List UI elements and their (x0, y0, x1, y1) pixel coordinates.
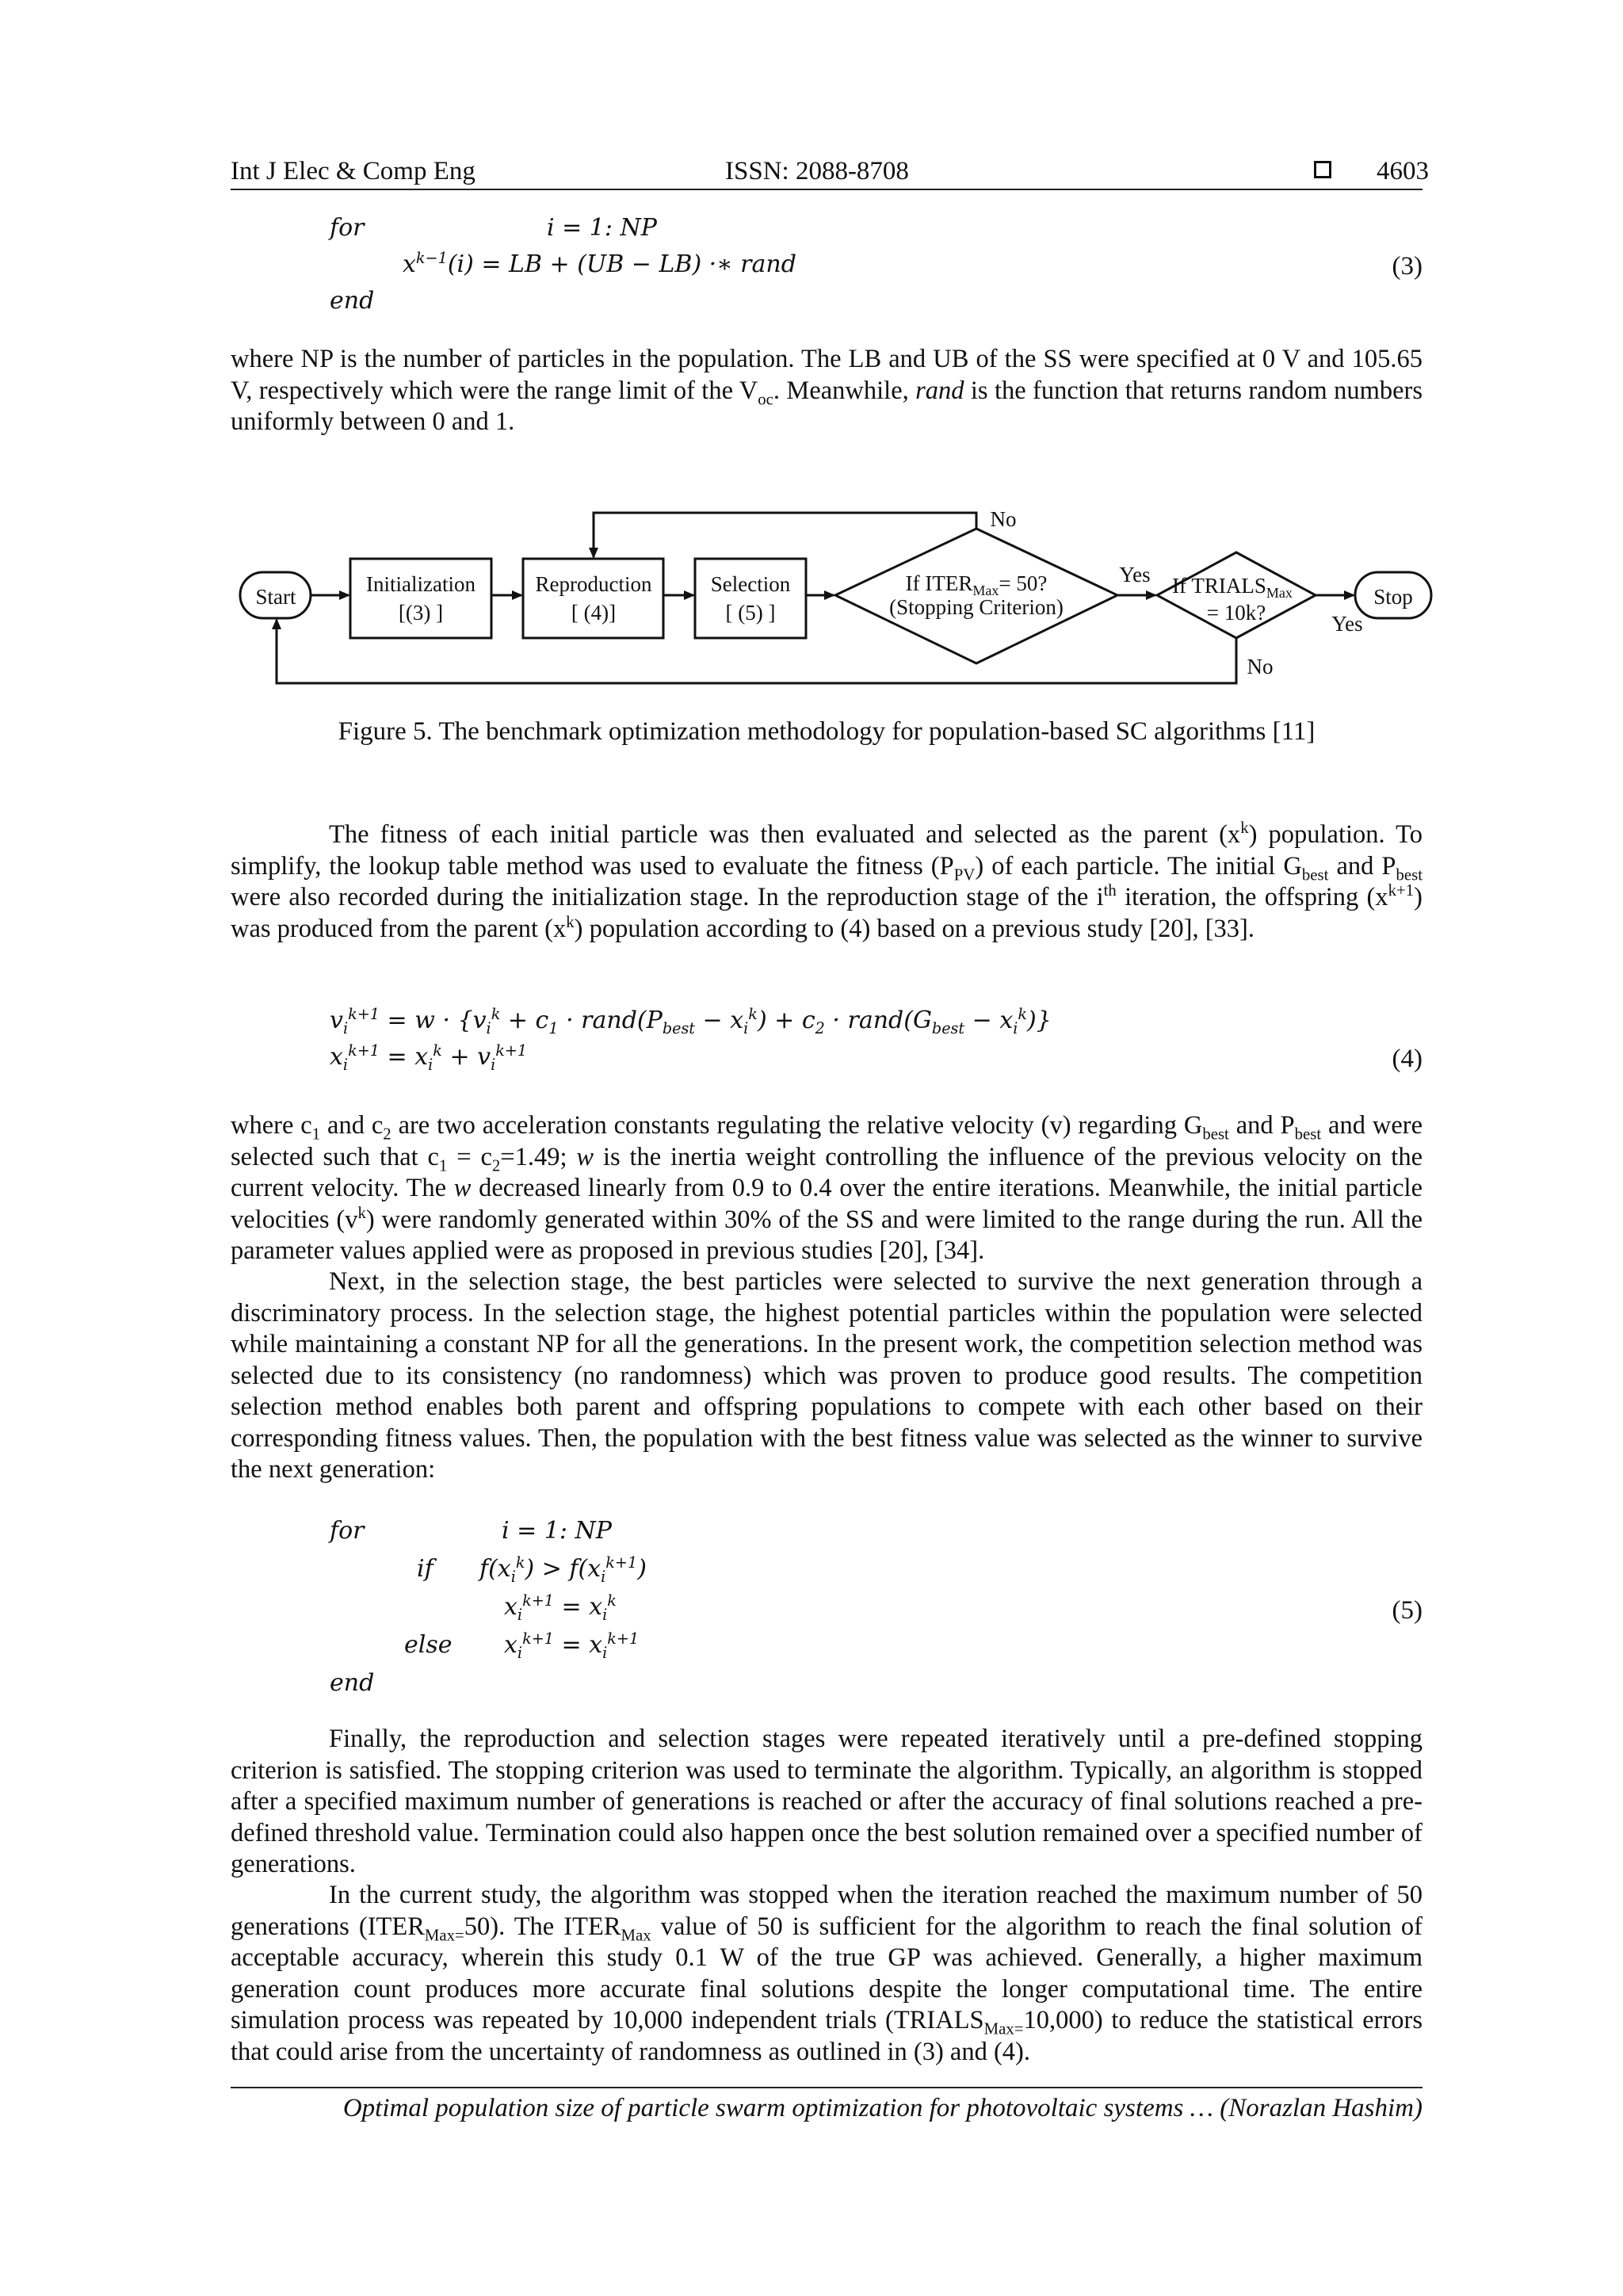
repro-label-1: Reproduction (535, 572, 652, 596)
flowchart-figure (0, 0, 1623, 713)
paragraph-6: In the current study, the algorithm was stopped when the iteration reached the maximum number of 50 generations $(ITER_{Max=}50)$. The $ITER_{Max}$ value of 50 is sufficient for the algorithm to reach the final solution of acceptable accuracy, wherein this study 0.1 W of the true GP was achieved. Generally, a higher maximum generation count produces more accurate final solutions despite the longer computational time. The entire simulation process was repeated by 10,000 independent trials $(TRIALS_{Max=}10,000)$ to reduce the statistical errors that could arise from the uncertainty of randomness as outlined in (3) and (4). (231, 1881, 1423, 2066)
eq5-end: end (330, 1669, 375, 1697)
eq3-end: end (330, 287, 375, 315)
paragraph-1: where NP is the number of particles in the population. The LB and UB of the SS were specified at 0 V and 105.65 V, respectively which were the range limit of the $V_{oc}$. Meanwhile, rand is the function that returns random numbers uniformly between 0 and 1. (231, 345, 1423, 436)
repro-label-2: [ (4)] (571, 601, 617, 625)
initialization-box (350, 559, 491, 638)
eq5-number: (5) (1392, 1596, 1423, 1625)
eq4-line1: $v_i^{k+1} = w \cdot \{v_i^k + c_1$ · $rand(P_{best} - x_i^k) + c_2$ · $rand(G_{best} - x_i^k)$} (330, 1005, 1052, 1037)
footer-rule (231, 2087, 1423, 2088)
figure-caption: Figure 5. The benchmark optimization methodology for population-based SC algorithms [11] (338, 717, 1316, 746)
init-label-1: Initialization (366, 572, 475, 596)
init-label-2: [(3) ] (398, 601, 444, 625)
iter-label-1: If $ITER_{Max}= 50$? (905, 571, 1048, 598)
eq3-loop: i = 1: NP (547, 214, 657, 242)
selection-box (695, 559, 806, 638)
eq5-loop: i = 1: NP (502, 1517, 612, 1545)
no-label-2: No (1247, 655, 1274, 678)
issn: ISSN: 2088-8708 (725, 157, 909, 185)
eq5-else: else (404, 1631, 453, 1659)
eq3-body: $x^{k-1}(i)$ = LB + (UB − LB) ·∗ rand (403, 249, 796, 278)
trials-label-2: = 10k? (1206, 601, 1266, 625)
eq5-else-body: $x_i^{k+1} = x_i^{k+1}$ (504, 1629, 640, 1662)
start-label: Start (255, 585, 296, 609)
eq3-number: (3) (1392, 252, 1423, 281)
sel-label-2: [ (5) ] (725, 601, 776, 625)
yes-label-2: Yes (1331, 612, 1363, 636)
eq4-line2: $x_i^{k+1} = x_i^k + v_i^{k+1}$ (330, 1041, 528, 1074)
eq5-then: $x_i^{k+1} = x_i^k$ (504, 1591, 617, 1624)
paragraph-5: Finally, the reproduction and selection stages were repeated iteratively until a pre-defined stopping criterion is satisfied. The stopping criterion was used to terminate the algorithm. Typically, an algorithm is stopped after a specified maximum number of generations is reached or after the accuracy of final solutions reached a pre-defined threshold value. Termination could also happen once the best solution remained over a specified number of generations. (231, 1725, 1423, 1878)
trials-label-1: If $TRIALS_{Max}$ (1172, 574, 1293, 601)
journal-name: Int J Elec & Comp Eng (231, 157, 475, 185)
eq5-for: for (330, 1517, 365, 1545)
eq4-number: (4) (1392, 1045, 1423, 1073)
yes-label-1: Yes (1119, 563, 1151, 586)
paragraph-3: where $c_1$ and $c_2$ are two acceleration constants regulating the relative velocity (v) regarding $G_{best}$ and $P_{best}$ and were selected such that $c_1 = c_2=1.49$; w is the inertia weight controlling the influence of the previous velocity on the current velocity. The w decreased linearly from 0.9 to 0.4 over the entire iterations. Meanwhile, the initial particle velocities $(v^k)$ were randomly generated within 30% of the SS and were limited to the range during the run. All the parameter values applied were as proposed in previous studies [20], [34]. (231, 1111, 1423, 1265)
paragraph-2: The fitness of each initial particle was then evaluated and selected as the parent $(x^k)$ population. To simplify, the lookup table method was used to evaluate the fitness $(P_{PV})$ of each particle. The initial $G_{best}$ and $P_{best}$ were also recorded during the initialization stage. In the reproduction stage of the $i^{th}$ iteration, the offspring $(x^{k+1})$ was produced from the parent $(x^k)$ population according to (4) based on a previous study [20], [33]. (231, 819, 1423, 943)
eq5-if: if (417, 1555, 433, 1583)
no-label-1: No (990, 507, 1017, 531)
eq3-for: for (330, 214, 365, 242)
running-footer: Optimal population size of particle swarm optimization for photovoltaic systems … (Norazlan Hashim) (342, 2094, 1423, 2122)
iter-label-2: (Stopping Criterion) (889, 595, 1064, 619)
eq5-cond: $f(x_i^k) > f(x_i^{k+1})$ (479, 1553, 647, 1586)
paragraph-4: Next, in the selection stage, the best particles were selected to survive the next generation through a discriminatory process. In the selection stage, the highest potential particles within the population were selected while maintaining a constant NP for all the generations. In the present work, the competition selection method was selected due to its consistency (no randomness) which was proven to produce good results. The competition selection method enables both parent and offspring populations to compete with each other based on their corresponding fitness values. Then, the population with the best fitness value was selected as the winner to survive the next generation: (231, 1267, 1423, 1484)
sel-label-1: Selection (710, 572, 791, 596)
page-number: 4603 (1377, 157, 1429, 185)
reproduction-box (523, 559, 663, 638)
stop-label: Stop (1373, 585, 1413, 609)
